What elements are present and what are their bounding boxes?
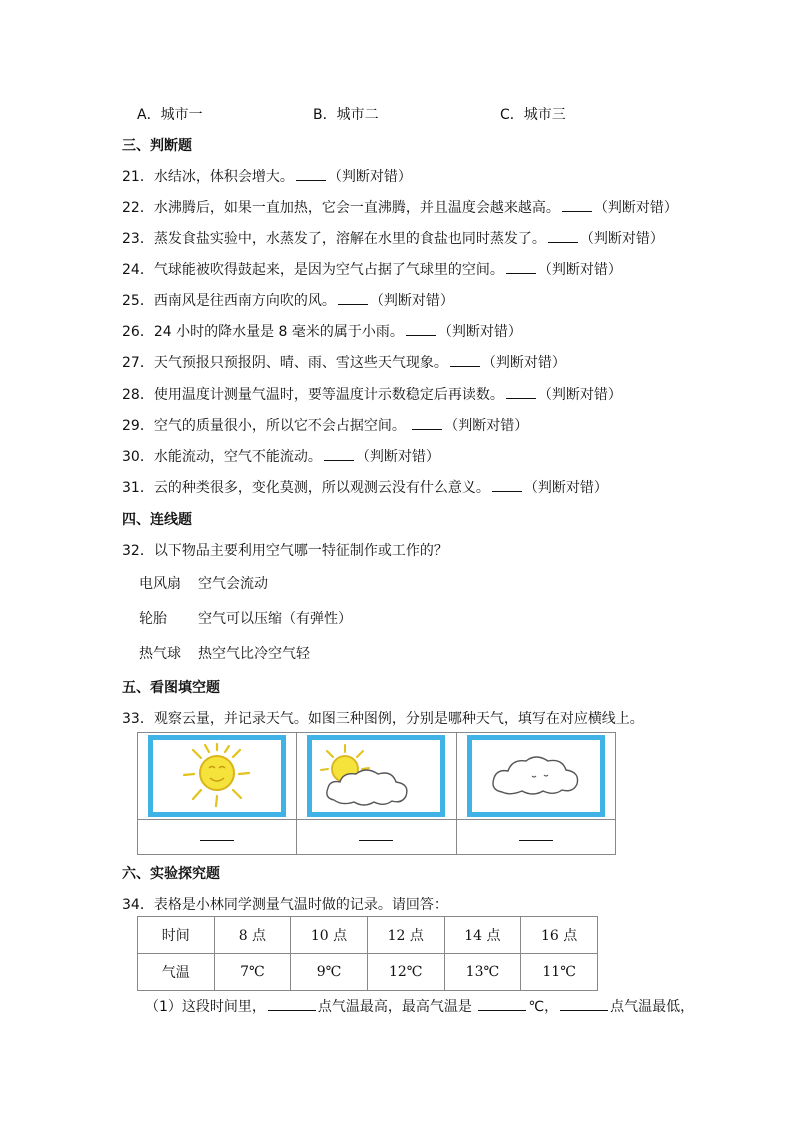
temp-cell: 9℃ [291, 954, 368, 991]
question-31: 31．云的种类很多，变化莫测，所以观测云没有什么意义。 （判断对错） [122, 480, 608, 496]
question-33: 33．观察云量，并记录天气。如图三种图例，分别是哪种天气，填写在对应横线上。 [122, 711, 644, 727]
temp-cell: 12℃ [367, 954, 444, 991]
row-label-temp: 气温 [138, 954, 215, 991]
match-item-fan: 电风扇 [139, 576, 181, 592]
section5-title: 五、看图填空题 [122, 680, 220, 696]
temperature-table [137, 916, 598, 991]
blank-highest-time[interactable] [268, 998, 316, 1011]
match-feature-compress: 空气可以压缩（有弹性） [198, 611, 352, 627]
option-c: C．城市三 [500, 107, 566, 123]
match-feature-hot-air: 热空气比冷空气轻 [198, 646, 310, 662]
question-27: 27．天气预报只预报阴、晴、雨、雪这些天气现象。 （判断对错） [122, 355, 566, 371]
row-label-time: 时间 [138, 917, 215, 954]
match-feature-flow: 空气会流动 [198, 576, 268, 592]
table-row [138, 917, 598, 954]
question-34: 34．表格是小林同学测量气温时做的记录。请回答： [122, 897, 448, 913]
weather-picture-table [137, 732, 616, 855]
question-22: 22．水沸腾后，如果一直加热，它会一直沸腾，并且温度会越来越高。 （判断对错） [122, 200, 678, 216]
answer-cell-3[interactable] [456, 820, 615, 855]
question-23: 23．蒸发食盐实验中，水蒸发了，溶解在水里的食盐也同时蒸发了。 （判断对错） [122, 231, 664, 247]
option-a: A．城市一 [137, 107, 203, 123]
answer-blank-2[interactable] [359, 839, 393, 841]
question-26: 26．24 小时的降水量是 8 毫米的属于小雨。 （判断对错） [122, 324, 522, 340]
answer-blank-3[interactable] [519, 839, 553, 841]
picture-cell-1 [138, 733, 297, 820]
temp-cell: 7℃ [214, 954, 291, 991]
question-21: 21．水结冰，体积会增大。 （判断对错） [122, 169, 412, 185]
temp-cell: 13℃ [444, 954, 521, 991]
section4-title: 四、连线题 [122, 512, 192, 528]
blank-lowest-time[interactable] [560, 998, 608, 1011]
blank-highest-temp[interactable] [478, 998, 526, 1011]
cloudy-icon [467, 735, 605, 817]
time-cell: 12 点 [367, 917, 444, 954]
time-cell: 10 点 [291, 917, 368, 954]
temp-cell: 11℃ [521, 954, 598, 991]
picture-cell-2 [297, 733, 456, 820]
question-30: 30．水能流动，空气不能流动。 （判断对错） [122, 449, 440, 465]
time-cell: 14 点 [444, 917, 521, 954]
partly-cloudy-icon [307, 735, 445, 817]
sub-question-1: （1）这段时间里， 点气温最高，最高气温是 ℃， 点气温最低， [145, 999, 695, 1015]
question-25: 25．西南风是往西南方向吹的风。 （判断对错） [122, 293, 454, 309]
time-cell: 8 点 [214, 917, 291, 954]
answer-cell-2[interactable] [297, 820, 456, 855]
match-item-tire: 轮胎 [139, 611, 167, 627]
option-b: B．城市二 [313, 107, 379, 123]
section3-title: 三、判断题 [122, 138, 192, 154]
answer-cell-1[interactable] [138, 820, 297, 855]
match-item-balloon: 热气球 [139, 646, 181, 662]
section6-title: 六、实验探究题 [122, 866, 220, 882]
time-cell: 16 点 [521, 917, 598, 954]
question-24: 24．气球能被吹得鼓起来，是因为空气占据了气球里的空间。 （判断对错） [122, 262, 622, 278]
question-32: 32．以下物品主要利用空气哪一特征制作或工作的？ [122, 543, 448, 559]
question-29: 29．空气的质量很小，所以它不会占据空间。 （判断对错） [122, 418, 529, 434]
answer-blank-1[interactable] [200, 839, 234, 841]
picture-cell-3 [456, 733, 615, 820]
question-28: 28．使用温度计测量气温时，要等温度计示数稳定后再读数。 （判断对错） [122, 387, 622, 403]
table-row [138, 954, 598, 991]
sunny-icon [148, 735, 286, 817]
